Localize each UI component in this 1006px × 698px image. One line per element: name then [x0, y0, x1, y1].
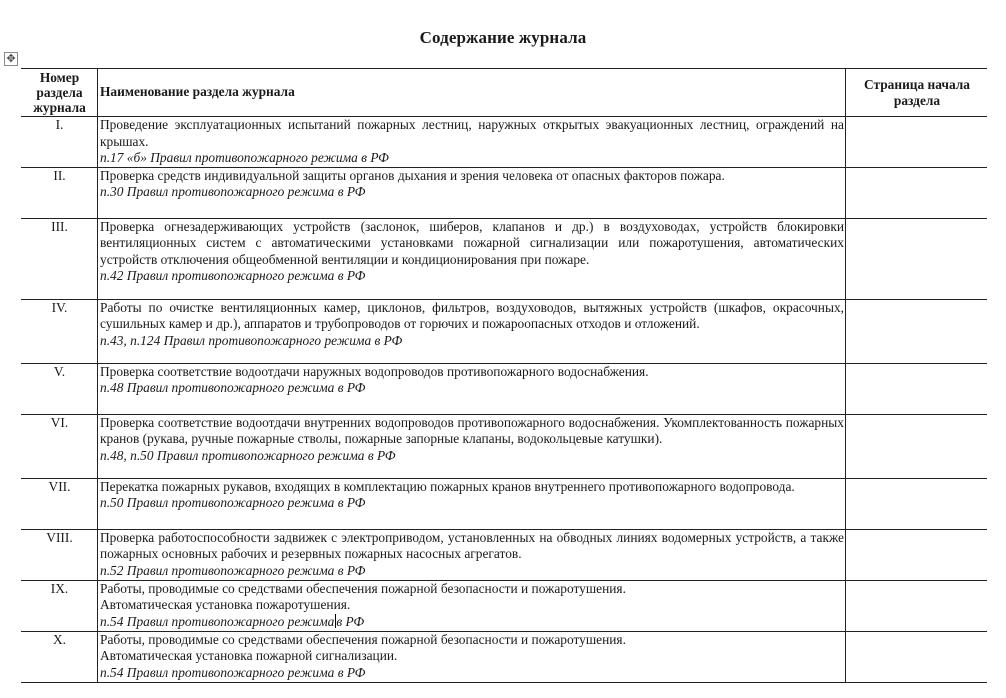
journal-contents-table — [21, 68, 987, 683]
table-move-handle[interactable] — [4, 52, 18, 66]
section-reference: п.52 Правил противопожарного режима в РФ — [100, 562, 366, 578]
section-reference: п.43, п.124 Правил противопожарного режима в РФ — [100, 332, 403, 348]
table-row — [21, 414, 987, 478]
section-name-cell[interactable] — [98, 117, 846, 168]
section-reference: п.54 Правил противопожарного режима в РФ — [100, 664, 366, 680]
section-description: Работы по очистке вентиляционных камер, циклонов, фильтров, воздуховодов, вытяжных устройств (шкафов, окрасочных, сушильных камер и др.), аппаратов и трубопроводов от горючих и пожароопасных отходов и отложений. — [100, 299, 844, 331]
table-header-row — [21, 69, 987, 117]
table-row — [21, 117, 987, 168]
section-name-cell[interactable] — [98, 167, 846, 218]
section-description: Проверка средств индивидуальной защиты органов дыхания и зрения человека от опасных факторов пожара. — [100, 167, 725, 183]
section-name-cell[interactable] — [98, 529, 846, 580]
start-page-cell[interactable] — [846, 218, 988, 299]
header-section-name: Наименование раздела журнала — [98, 69, 846, 117]
table-row — [21, 631, 987, 682]
section-number[interactable]: VI. — [21, 414, 98, 478]
section-number[interactable]: VIII. — [21, 529, 98, 580]
section-description: Проведение эксплуатационных испытаний пожарных лестниц, наружных открытых эвакуационных лестниц, ограждений на крышах. — [100, 117, 844, 149]
section-number[interactable]: I. — [21, 117, 98, 168]
start-page-cell[interactable] — [846, 117, 988, 168]
section-reference: п.48, п.50 Правил противопожарного режима в РФ — [100, 447, 396, 463]
table-row — [21, 529, 987, 580]
section-reference: п.17 «б» Правил противопожарного режима в РФ — [100, 150, 389, 165]
section-description: Перекатка пожарных рукавов, входящих в комплектацию пожарных кранов внутреннего противопожарного водопровода. — [100, 478, 795, 494]
section-name-cell[interactable] — [98, 363, 846, 414]
section-number[interactable]: V. — [21, 363, 98, 414]
section-name-cell[interactable] — [98, 478, 846, 529]
section-name-cell[interactable] — [98, 299, 846, 363]
reference-text: п.54 Правил противопожарного режима — [100, 613, 335, 629]
start-page-cell[interactable] — [846, 363, 988, 414]
section-name-cell[interactable] — [98, 631, 846, 682]
section-reference: п.50 Правил противопожарного режима в РФ — [100, 495, 366, 510]
start-page-cell[interactable] — [846, 478, 988, 529]
section-number[interactable]: III. — [21, 218, 98, 299]
start-page-cell[interactable] — [846, 299, 988, 363]
header-section-number: Номер раздела журнала — [21, 69, 98, 117]
table-row — [21, 167, 987, 218]
section-number[interactable]: IV. — [21, 299, 98, 363]
start-page-cell[interactable] — [846, 529, 988, 580]
section-description-line: Работы, проводимые со средствами обеспечения пожарной безопасности и пожаротушения. — [100, 631, 626, 647]
start-page-cell[interactable] — [846, 167, 988, 218]
move-arrows-icon: ✥ — [6, 53, 16, 65]
start-page-cell[interactable] — [846, 580, 988, 631]
header-start-page: Страница начала раздела — [846, 69, 988, 117]
section-name-cell[interactable] — [98, 414, 846, 478]
section-description: Проверка соответствие водоотдачи наружных водопроводов противопожарного водоснабжения. — [100, 363, 649, 379]
section-description: Проверка огнезадерживающих устройств (заслонок, шиберов, клапанов и др.) в воздуховодах, устройств блокировки вентиляционных систем с автоматическими установками пожарной сигнализации или пожаротушения, автоматических устройств отключения общеобменной вентиляции и кондиционирования при пожаре. — [100, 218, 844, 267]
section-name-cell[interactable] — [98, 580, 846, 631]
section-reference: п.42 Правил противопожарного режима в РФ — [100, 268, 366, 283]
reference-text: в РФ — [336, 613, 365, 629]
section-number[interactable]: X. — [21, 631, 98, 682]
document-title: Содержание журнала — [419, 28, 587, 47]
table-row — [21, 299, 987, 363]
section-reference — [100, 614, 844, 631]
section-description: Проверка соответствие водоотдачи внутренних водопроводов противопожарного водоснабжения. Укомплектованность пожарных кранов (рукава, ручные пожарные стволы, пожарные запорные клапаны, водокольцевые катушки). — [100, 414, 844, 446]
section-description-line: Автоматическая установка пожаротушения. — [100, 597, 351, 612]
table-row — [21, 363, 987, 414]
section-number[interactable]: II. — [21, 167, 98, 218]
start-page-cell[interactable] — [846, 414, 988, 478]
section-reference: п.30 Правил противопожарного режима в РФ — [100, 184, 366, 199]
table-row — [21, 478, 987, 529]
start-page-cell[interactable] — [846, 631, 988, 682]
section-description-line: Автоматическая установка пожарной сигнализации. — [100, 648, 398, 663]
section-number[interactable]: IX. — [21, 580, 98, 631]
section-number[interactable]: VII. — [21, 478, 98, 529]
section-name-cell[interactable] — [98, 218, 846, 299]
section-reference: п.48 Правил противопожарного режима в РФ — [100, 380, 366, 395]
section-description-line: Работы, проводимые со средствами обеспечения пожарной безопасности и пожаротушения. — [100, 580, 626, 596]
section-description: Проверка работоспособности задвижек с электроприводом, установленных на обводных линиях водомерных устройств, а также пожарных основных рабочих и резервных пожарных насосных агрегатов. — [100, 529, 844, 561]
table-row — [21, 580, 987, 631]
table-row — [21, 218, 987, 299]
